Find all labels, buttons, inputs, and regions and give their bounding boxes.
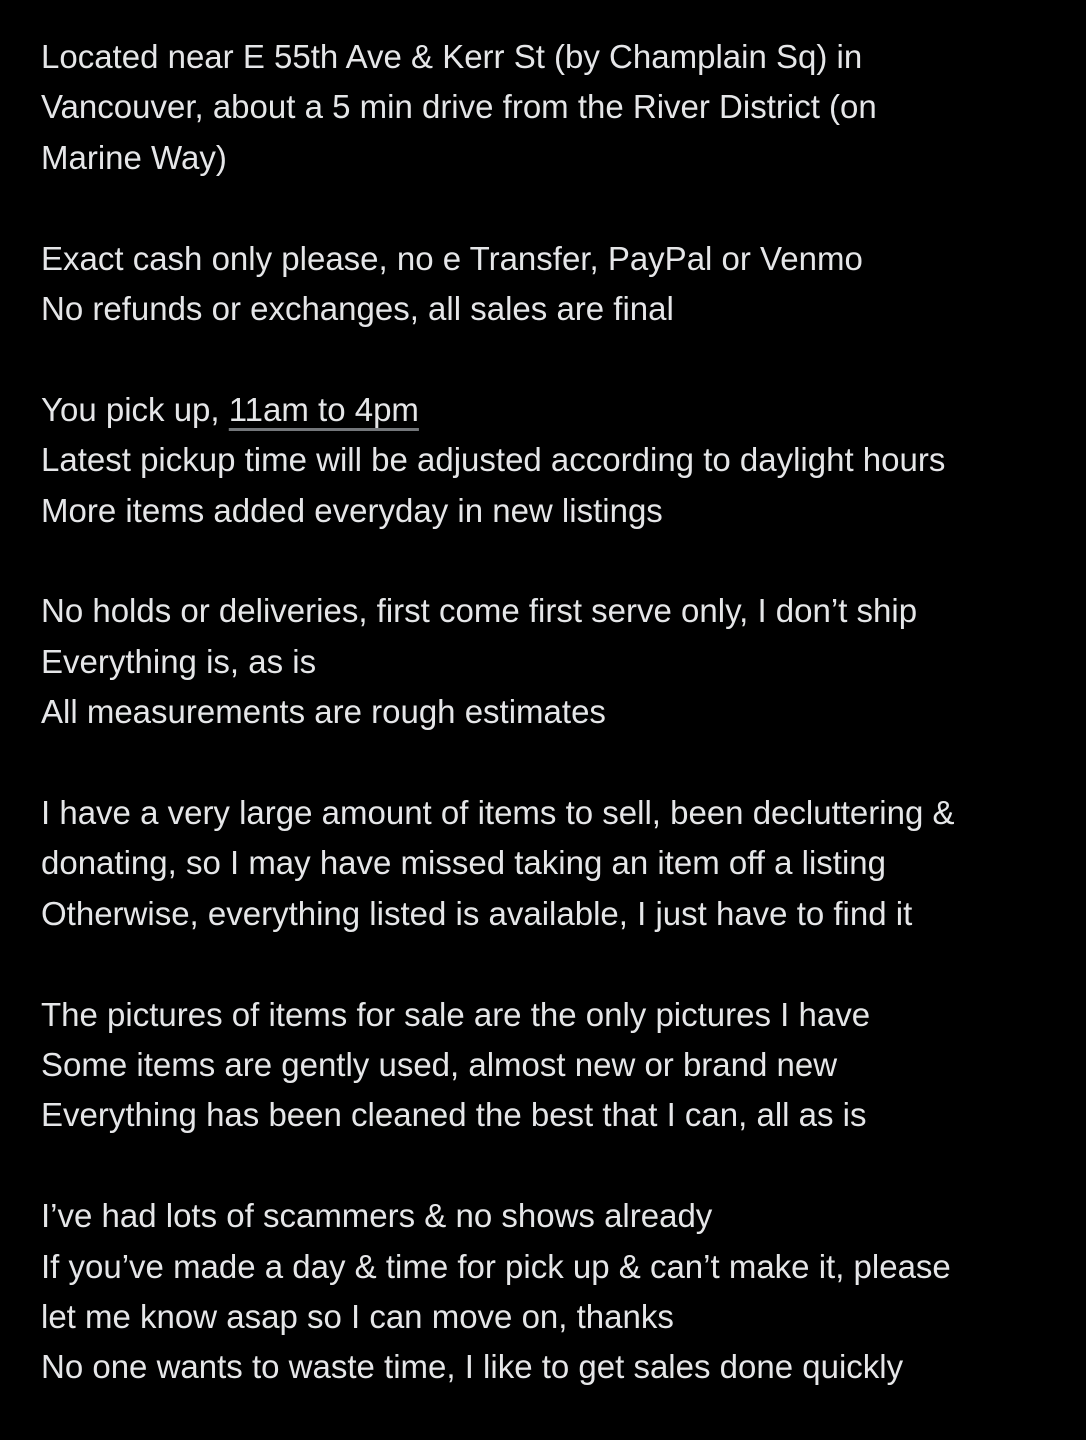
text-line: Marine Way) [41,138,227,176]
paragraph-condition [41,990,1050,1141]
text-line: No one wants to waste time, I like to get sales done quickly [41,1348,904,1386]
text-line: Exact cash only please, no e Transfer, PayPal or Venmo [41,239,863,277]
text-line: Everything has been cleaned the best that I can, all as is [41,1096,867,1134]
text-line: If you’ve made a day & time for pick up & can’t make it, please [41,1247,951,1285]
text-line: No holds or deliveries, first come first serve only, I don’t ship [41,592,918,630]
text-line: I have a very large amount of items to sell, been decluttering & [41,794,955,832]
pickup-prefix: You pick up, [41,390,229,428]
paragraph-no-shows [41,1191,1050,1393]
text-line: donating, so I may have missed taking an item off a listing [41,844,887,882]
text-line: No refunds or exchanges, all sales are final [41,290,674,328]
text-line: Latest pickup time will be adjusted according to daylight hours [41,441,946,479]
text-line: Vancouver, about a 5 min drive from the River District (on [41,88,877,126]
text-line: All measurements are rough estimates [41,693,606,731]
paragraph-location [41,32,1050,183]
text-line: Everything is, as is [41,642,317,680]
pickup-line [41,385,1050,435]
text-line: Otherwise, everything listed is available, I just have to find it [41,894,913,932]
paragraph-inventory [41,788,1050,939]
paragraph-payment [41,234,1050,335]
paragraph-no-holds [41,586,1050,737]
text-line: The pictures of items for sale are the only pictures I have [41,995,871,1033]
pickup-time-underlined: 11am to 4pm [228,390,419,428]
paragraph-pickup [41,385,1050,536]
text-line: More items added everyday in new listings [41,491,663,529]
text-line: Located near E 55th Ave & Kerr St (by Champlain Sq) in [41,38,863,75]
text-line: let me know asap so I can move on, thanks [41,1298,674,1336]
text-line: Some items are gently used, almost new or brand new [41,1046,838,1084]
text-line: I’ve had lots of scammers & no shows already [41,1197,713,1235]
